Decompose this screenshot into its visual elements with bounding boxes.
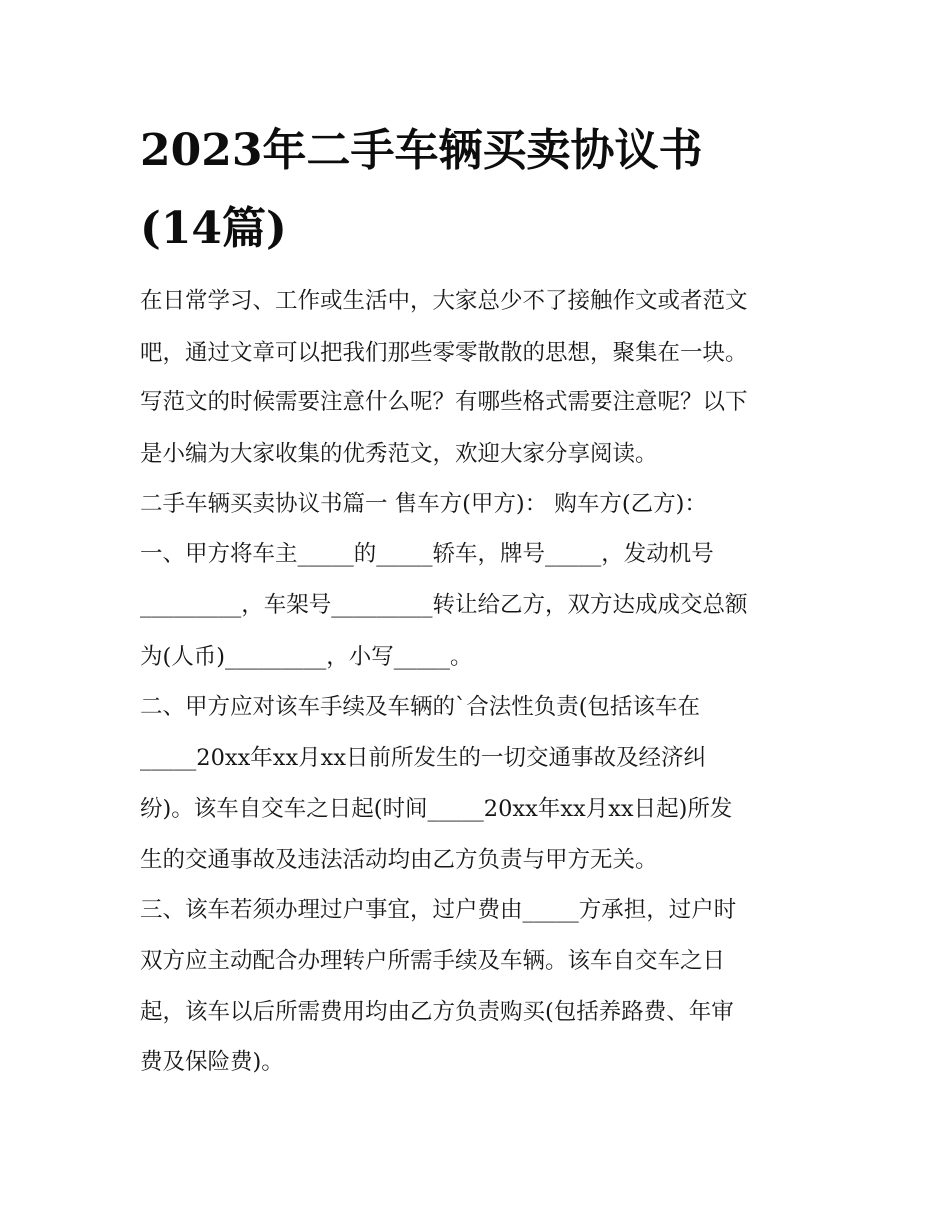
body-line-1: 在日常学习、工作或生活中，大家总少不了接触作文或者范文 xyxy=(140,288,748,314)
body-line-10: _____20xx年xx月xx日前所发生的一切交通事故及经济纠 xyxy=(140,745,707,771)
body-line-2: 吧，通过文章可以把我们那些零零散散的思想，聚集在一块。 xyxy=(140,340,748,366)
body-line-5: 二手车辆买卖协议书篇一 售车方(甲方)： 购车方(乙方)： xyxy=(140,491,707,517)
body-line-12: 生的交通事故及违法活动均由乙方负责与甲方无关。 xyxy=(140,847,658,873)
body-line-6: 一、甲方将车主_____的_____轿车，牌号_____，发动机号 xyxy=(140,541,714,567)
body-line-16: 费及保险费)。 xyxy=(140,1049,284,1075)
title-line-1: 2023年二手车辆买卖协议书 xyxy=(140,125,703,176)
document-title xyxy=(140,112,820,268)
body-line-13: 三、该车若须办理过户事宜，过户费由_____方承担，过户时 xyxy=(140,897,737,923)
body-line-11: 纷)。该车自交车之日起(时间_____20xx年xx月xx日起)所发 xyxy=(140,796,733,822)
body-line-15: 起，该车以后所需费用均由乙方负责购买(包括养路费、年审 xyxy=(140,999,734,1025)
body-line-9: 二、甲方应对该车手续及车辆的`合法性负责(包括该车在 xyxy=(140,694,701,720)
body-line-8: 为(人币)_________，小写_____。 xyxy=(140,644,473,670)
body-line-14: 双方应主动配合办理转户所需手续及车辆。该车自交车之日 xyxy=(140,948,726,974)
body-line-4: 是小编为大家收集的优秀范文，欢迎大家分享阅读。 xyxy=(140,441,658,467)
body-line-7: _________，车架号_________转让给乙方，双方达成成交总额 xyxy=(140,592,748,618)
title-line-2: (14篇) xyxy=(140,203,287,254)
body-line-3: 写范文的时候需要注意什么呢？有哪些格式需要注意呢？以下 xyxy=(140,389,748,415)
